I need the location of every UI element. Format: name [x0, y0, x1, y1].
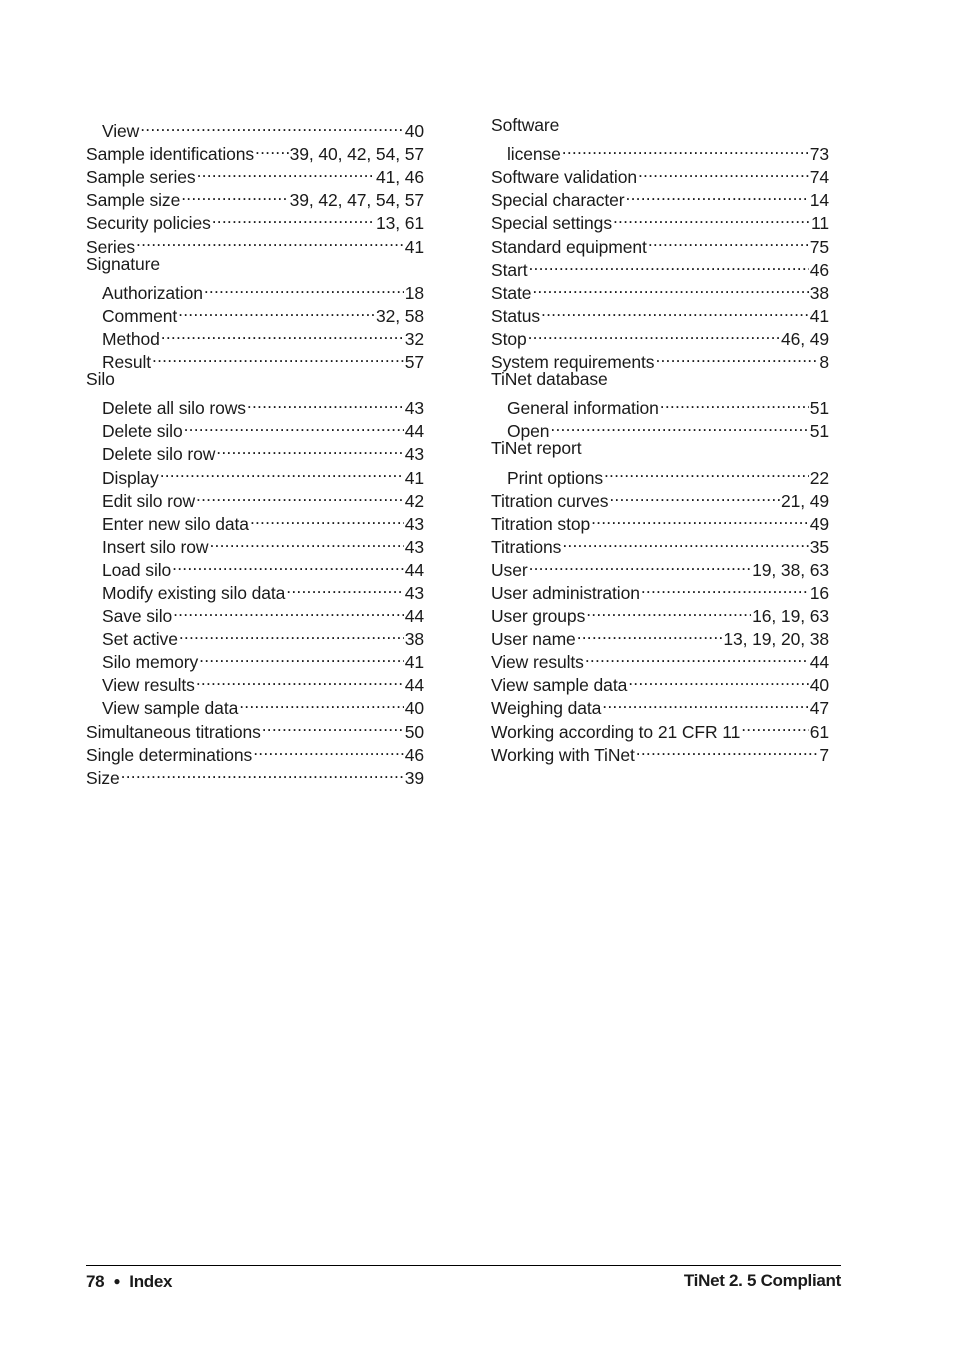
index-entry [491, 322, 829, 349]
index-page-numbers: 39 [404, 767, 424, 788]
dot-leader [648, 229, 809, 252]
index-term: Silo memory [102, 652, 199, 673]
index-subentry [86, 391, 424, 419]
footer-page-section [86, 1270, 172, 1293]
index-term: Status [491, 305, 541, 326]
index-page-numbers: 18 [404, 282, 424, 303]
index-column-right [491, 114, 829, 765]
index-term: Titration curves [491, 490, 609, 511]
index-page-numbers: 43 [404, 536, 424, 557]
dot-leader [181, 183, 288, 206]
dot-leader [239, 691, 404, 714]
dot-leader [660, 391, 809, 414]
dot-leader [253, 738, 404, 761]
dot-leader [591, 507, 809, 530]
index-page-numbers: 44 [809, 652, 829, 673]
index-page-numbers: 40 [404, 121, 424, 142]
footer-page-number: 78 [86, 1272, 105, 1291]
dot-leader [655, 345, 818, 368]
index-term: User [491, 559, 528, 580]
index-page-numbers: 44 [404, 559, 424, 580]
index-term: Signature [86, 253, 161, 274]
dot-leader [199, 645, 404, 668]
index-page-numbers: 32, 58 [375, 305, 424, 326]
dot-leader [541, 299, 809, 322]
index-page-numbers: 43 [404, 582, 424, 603]
index-page-numbers: 21, 49 [780, 490, 829, 511]
index-term: Software [491, 115, 560, 135]
index-page-numbers: 46, 49 [780, 328, 829, 349]
index-entry [86, 761, 424, 788]
index-term: license [507, 144, 561, 165]
index-term: Modify existing silo data [102, 582, 286, 603]
index-term: Stop [491, 328, 527, 349]
index-term: Titration stop [491, 513, 591, 534]
dot-leader [140, 114, 404, 137]
index-page-numbers: 74 [809, 167, 829, 188]
index-term: Edit silo row [102, 490, 196, 511]
index-page-numbers: 41 [404, 236, 424, 257]
index-term: System requirements [491, 352, 655, 373]
dot-leader [209, 530, 403, 553]
dot-leader [562, 530, 808, 553]
dot-leader [638, 160, 809, 183]
index-term: Method [102, 328, 160, 349]
index-entry [491, 576, 829, 603]
index-page-numbers: 44 [404, 421, 424, 442]
dot-leader [585, 645, 809, 668]
index-term: Print options [507, 467, 603, 488]
dot-leader [741, 714, 808, 737]
dot-leader [173, 599, 404, 622]
index-term: Special character [491, 190, 625, 211]
index-term: Size [86, 767, 120, 788]
index-page-numbers: 13, 61 [375, 213, 424, 234]
index-term: State [491, 282, 532, 303]
bullet-icon: ● [113, 1274, 121, 1288]
index-page-numbers: 42 [404, 490, 424, 511]
index-term: Delete silo [102, 421, 183, 442]
index-entry [491, 345, 829, 373]
index-term: Titrations [491, 536, 562, 557]
index-term: View sample data [491, 675, 628, 696]
index-page-numbers: 40 [404, 698, 424, 719]
index-term: Working according to 21 CFR 11 [491, 721, 741, 742]
dot-leader [160, 460, 404, 483]
index-term: Insert silo row [102, 536, 209, 557]
dot-leader [161, 322, 404, 345]
index-subentry [491, 460, 829, 488]
index-entry [491, 299, 829, 326]
index-page-numbers: 16, 19, 63 [752, 606, 829, 627]
dot-leader [184, 414, 404, 437]
index-entry [491, 368, 829, 391]
index-term: Open [507, 421, 550, 442]
index-term: User administration [491, 582, 640, 603]
index-term: View results [491, 652, 584, 673]
index-entry [86, 229, 424, 257]
index-entry [491, 437, 829, 460]
index-entry [491, 253, 829, 280]
index-page-numbers: 43 [404, 444, 424, 465]
dot-leader [613, 206, 810, 229]
index-page-numbers: 19, 38, 63 [752, 559, 829, 580]
index-page-numbers: 50 [404, 721, 424, 742]
dot-leader [216, 437, 403, 460]
dot-leader [121, 761, 404, 784]
index-page-numbers: 14 [809, 190, 829, 211]
index-entry [491, 114, 829, 137]
dot-leader [577, 622, 723, 645]
index-term: Simultaneous titrations [86, 721, 261, 742]
index-page-numbers: 13, 19, 20, 38 [723, 629, 829, 650]
dot-leader [528, 322, 780, 345]
index-term: Save silo [102, 606, 173, 627]
index-column-left [86, 114, 424, 788]
index-term: General information [507, 398, 659, 419]
dot-leader [172, 553, 404, 576]
dot-leader [262, 714, 404, 737]
index-page-numbers: 8 [819, 352, 829, 373]
index-term: View [102, 121, 140, 142]
index-page-numbers: 43 [404, 513, 424, 534]
index-term: Sample size [86, 190, 181, 211]
index-subentry [86, 114, 424, 142]
index-page-numbers: 51 [809, 398, 829, 419]
index-term: Working with TiNet [491, 744, 635, 765]
dot-leader [286, 576, 403, 599]
footer-section-name: Index [129, 1272, 173, 1291]
dot-leader [532, 276, 808, 299]
dot-leader [636, 738, 819, 761]
index-term: Sample identifications [86, 144, 255, 165]
index-subentry [86, 276, 424, 303]
dot-leader [550, 414, 808, 437]
dot-leader [609, 484, 780, 507]
dot-leader [562, 137, 809, 160]
index-entry [491, 276, 829, 303]
index-page-numbers: 16 [809, 582, 829, 603]
dot-leader [197, 160, 375, 183]
index-term: Delete all silo rows [102, 398, 246, 419]
dot-leader [178, 299, 375, 322]
index-page-numbers: 7 [819, 744, 829, 765]
index-page-numbers: 35 [809, 536, 829, 557]
index-page-numbers: 41 [404, 467, 424, 488]
page-footer [86, 1265, 841, 1291]
index-term: Set active [102, 629, 178, 650]
index-entry [491, 553, 829, 580]
dot-leader [641, 576, 809, 599]
index-entry [86, 253, 424, 276]
index-term: Enter new silo data [102, 513, 249, 534]
dot-leader [602, 691, 808, 714]
index-page-numbers: 11 [811, 213, 829, 234]
index-page-numbers: 47 [809, 698, 829, 719]
index-page-numbers: 75 [809, 236, 829, 257]
dot-leader [528, 253, 808, 276]
index-term: Delete silo row [102, 444, 216, 465]
index-page-numbers: 61 [809, 721, 829, 742]
index-term: Software validation [491, 167, 637, 188]
index-subentry [491, 137, 829, 165]
index-page-numbers: 51 [809, 421, 829, 442]
index-page-numbers: 38 [404, 629, 424, 650]
index-term: Security policies [86, 213, 211, 234]
index-term: Single determinations [86, 744, 253, 765]
index-page-numbers: 40 [809, 675, 829, 696]
index-term: View results [102, 675, 195, 696]
dot-leader [255, 137, 289, 160]
index-term: View sample data [102, 698, 239, 719]
dot-leader [179, 622, 404, 645]
index-term: Standard equipment [491, 236, 647, 257]
index-page-numbers: 22 [809, 467, 829, 488]
index-subentry [491, 391, 829, 419]
dot-leader [196, 484, 404, 507]
index-page-numbers: 49 [809, 513, 829, 534]
index-page-numbers: 46 [404, 744, 424, 765]
index-term: Comment [102, 305, 178, 326]
index-page-numbers: 32 [404, 328, 424, 349]
dot-leader [626, 183, 809, 206]
index-term: User name [491, 629, 576, 650]
index-page-numbers: 39, 42, 47, 54, 57 [289, 190, 424, 211]
index-term: Silo [86, 369, 115, 390]
index-page-numbers: 46 [809, 259, 829, 280]
dot-leader [212, 206, 375, 229]
index-term: Load silo [102, 559, 172, 580]
index-page-numbers: 41, 46 [375, 167, 424, 188]
dot-leader [250, 507, 404, 530]
index-term: Weighing data [491, 698, 602, 719]
dot-leader [529, 553, 752, 576]
index-page-numbers: 73 [809, 144, 829, 165]
index-page-numbers: 57 [404, 352, 424, 373]
dot-leader [152, 345, 404, 368]
index-term: User groups [491, 606, 586, 627]
index-page-numbers: 41 [809, 305, 829, 326]
index-page-numbers: 44 [404, 606, 424, 627]
index-term: Sample series [86, 167, 196, 188]
index-term: TiNet database [491, 369, 608, 390]
index-term: Special settings [491, 213, 612, 234]
index-term: Display [102, 467, 159, 488]
dot-leader [204, 276, 404, 299]
dot-leader [196, 668, 404, 691]
index-term: Series [86, 236, 136, 257]
index-term: Start [491, 259, 528, 280]
index-page-numbers: 39, 40, 42, 54, 57 [289, 144, 424, 165]
index-term: Result [102, 352, 152, 373]
index-page-numbers: 43 [404, 398, 424, 419]
dot-leader [136, 229, 404, 252]
dot-leader [628, 668, 809, 691]
index-term: TiNet report [491, 438, 582, 459]
dot-leader [586, 599, 751, 622]
index-term: Authorization [102, 282, 203, 303]
index-page-numbers: 38 [809, 282, 829, 303]
dot-leader [604, 460, 809, 483]
index-page-numbers: 41 [404, 652, 424, 673]
dot-leader [247, 391, 404, 414]
index-page-numbers: 44 [404, 675, 424, 696]
footer-document-title: TiNet 2. 5 Compliant [683, 1271, 841, 1290]
